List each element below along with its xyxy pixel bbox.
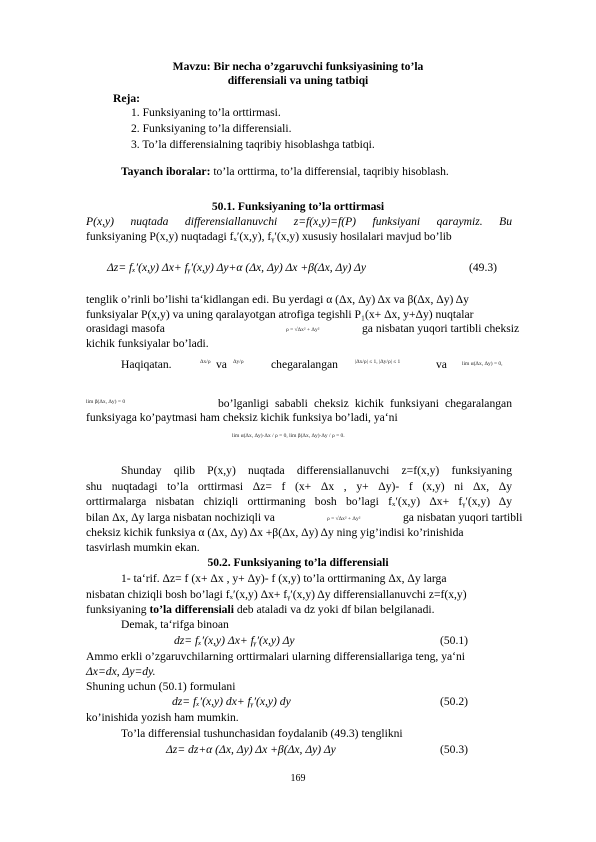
s1-p3-va-1: va (216, 358, 227, 371)
section1-heading: 50.1. Funksiyaning to’la orttirmasi (211, 200, 385, 213)
s1-p4-line5: cheksiz kichik funksiya α (Δx, Δy) Δx +β(Δx, Δy) Δy ning yig’indisi ko’rinishida (86, 526, 464, 539)
plan-item-3: 3. To’la differensialning taqribiy hisoblashga tatbiqi. (131, 138, 375, 151)
s1-p3-line3: funksiyaga ko’paytmasi ham cheksiz kichik funksiya bo’ladi, ya‘ni (86, 411, 398, 424)
section2-heading: 50.2. Funksiyaning to’la differensiali (207, 556, 389, 569)
fraction-dx-rho: Δx/ρ (200, 359, 211, 365)
term-full-differential: to’la differensiali (149, 603, 234, 616)
formula-50-2: dz= fₓ′(x,y) dx+ fᵧ′(x,y) dy (172, 695, 291, 708)
s2-text-line1: Ammo erkli o’zgaruvchilarning orttirmalari ularning differensiallariga teng, ya‘ni (86, 650, 466, 663)
fraction-dy-rho: Δy/ρ (233, 359, 244, 365)
s2-def-line3a: funksiyaning (86, 603, 150, 616)
rho-formula-2: ρ = √Δx² + Δy² (327, 516, 361, 522)
s1-p4-line6: tasvirlash mumkin ekan. (86, 541, 200, 554)
keywords (121, 165, 449, 179)
plan-label: Reja: (113, 92, 141, 105)
s2-def-line1: 1- ta‘rif. Δz= f (x+ Δx , y+ Δy)- f (x,y) to’la orttirmaning Δx, Δy larga (121, 572, 447, 585)
s1-p1-line1: P(x,y) nuqtada differensiallanuvchi z=f(x,y)=f(P) funksiyani qaraymiz. Bu (86, 215, 512, 228)
s2-def-line2: nisbatan chiziqli bosh bo’lagi fₓ′(x,y) Δx+ fᵧ′(x,y) Δy differensiallanuvchi z=f(x,y) (86, 588, 467, 601)
rho-formula-1: ρ = √Δx² + Δy² (286, 327, 320, 333)
s1-p3-chegaralangan: chegaralangan (271, 358, 338, 371)
s2-demak: Demak, ta‘rifga binoan (121, 618, 229, 631)
s1-p4-line1: Shunday qilib P(x,y) nuqtada differensiallanuvchi z=f(x,y) funksiyaning (121, 464, 512, 477)
s2-text-line4: ko’inishida yozish ham mumkin. (86, 711, 239, 724)
s1-p3-line2: bo’lganligi sababli cheksiz kichik funksiyani chegaralangan (218, 397, 512, 410)
s1-p4-line4a: bilan Δx, Δy larga nisbatan nochiziqli va (86, 511, 275, 524)
formula-49-3-number: (49.3) (469, 261, 498, 274)
limit-beta: lim β(Δx, Δy) = 0 (86, 399, 126, 405)
keywords-text: to’la orttirma, to’la differensial, taqribiy hisoblash. (210, 165, 449, 178)
s1-p2-line1: tenglik o’rinli bo’lishi ta‘kidlangan edi. Bu yerdagi α (Δx, Δy) Δx va β(Δx, Δy) Δy (86, 293, 469, 306)
s2-text-line3: Shuning uchun (50.1) formulani (86, 680, 236, 693)
formula-50-3: Δz= dz+α (Δx, Δy) Δx +β(Δx, Δy) Δy (166, 743, 336, 756)
s1-p2-line3a: orasidagi masofa (86, 322, 165, 335)
s1-p3-va-2: va (436, 358, 447, 371)
plan-item-2: 2. Funksiyaning to’la differensiali. (131, 122, 292, 135)
s1-p2-line3b: ga nisbatan yuqori tartibli cheksiz (362, 322, 520, 335)
s1-p4-line2: shu nuqtadagi to’la orttirmasi Δz= f (x+ Δx , y+ Δy)- f (x,y) ni Δx, Δy (86, 480, 512, 493)
bound-inequalities: |Δx/ρ| ≤ 1, |Δy/ρ| ≤ 1 (355, 359, 401, 365)
formula-49-3: Δz= fₓ′(x,y) Δx+ fᵧ′(x,y) Δy+α (Δx, Δy) Δx +β(Δx, Δy) Δy (107, 261, 366, 274)
limit-alpha: lim α(Δx, Δy) = 0, (462, 361, 503, 367)
title-line-2: differensiali va uning tatbiqi (227, 74, 369, 87)
plan-item-1: 1. Funksiyaning to’la orttirmasi. (131, 106, 281, 119)
s2-text-line2: Δx=dx, Δy=dy. (86, 665, 156, 678)
title-line-1: Mavzu: Bir necha o’zgaruvchi funksiyasining to’la (172, 60, 424, 73)
s1-p4-line4b: ga nisbatan yuqori tartibli (403, 511, 523, 524)
s1-p3-haqiqatan: Haqiqatan. (121, 358, 172, 371)
formula-50-3-number: (50.3) (440, 743, 469, 756)
page-number: 169 (290, 773, 306, 784)
s2-def-line3 (86, 603, 435, 617)
s1-p2-line4: kichik funksiyalar bo’ladi. (86, 337, 209, 350)
formula-50-1: dz= fₓ′(x,y) Δx+ fᵧ′(x,y) Δy (174, 634, 295, 647)
formula-50-1-number: (50.1) (440, 634, 469, 647)
keywords-label: Tayanch iboralar: (121, 165, 211, 178)
s2-def-line3c: deb ataladi va dz yoki df bilan belgilanadi. (233, 603, 435, 616)
formula-50-2-number: (50.2) (440, 695, 469, 708)
s1-p4-line3: orttirmalarga nisbatan chiziqli orttirmaning bosh bo’lagi fₓ′(x,y) Δx+ fᵧ′(x,y) Δy (86, 495, 512, 508)
limits-product: lim α(Δx, Δy)·Δx / ρ = 0, lim β(Δx, Δy)·Δy / ρ = 0. (232, 433, 345, 439)
s1-p2-line2: funksiyalar P(x,y) va uning qaralayotgan atrofiga tegishli P₁(x+ Δx, y+Δy) nuqtalar (86, 308, 474, 321)
s2-text-line5: To’la differensial tushunchasidan foydalanib (49.3) tenglikni (121, 727, 403, 740)
s1-p1-line2: funksiyaning P(x,y) nuqtadagi fₓ′(x,y), fᵧ′(x,y) xususiy hosilalari mavjud bo’lib (86, 230, 452, 243)
